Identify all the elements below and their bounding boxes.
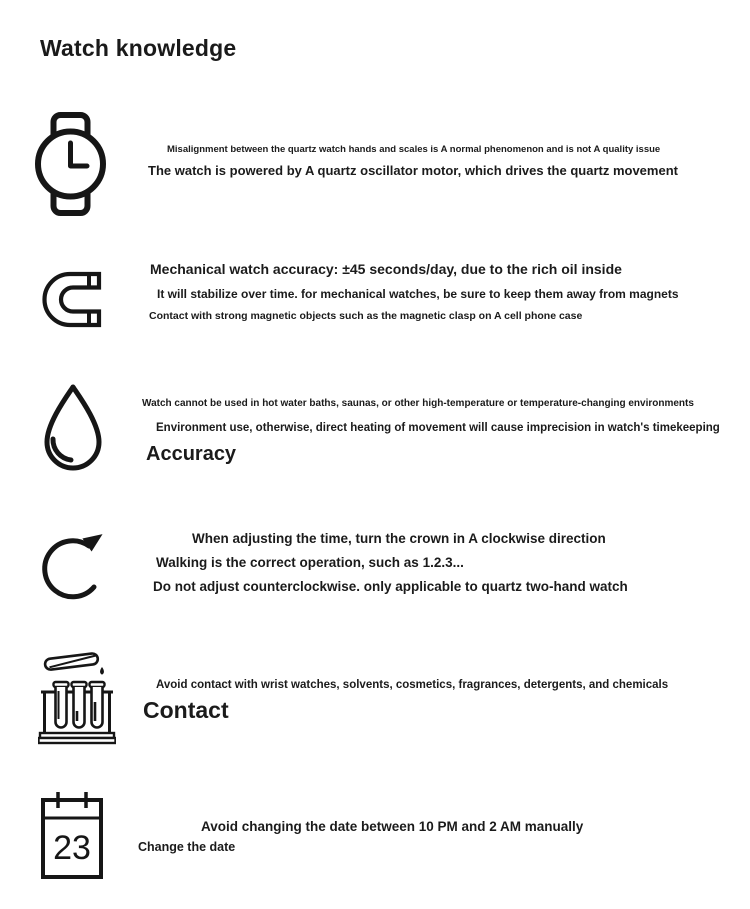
magnet-contact-line: Contact with strong magnetic objects such as the magnetic clasp on A cell phone case [149, 310, 583, 322]
environment-warning-line: Environment use, otherwise, direct heating of movement will cause imprecision in watch's timekeeping [156, 422, 720, 434]
contact-heading: Contact [143, 697, 229, 723]
change-date-line: Change the date [138, 840, 236, 854]
calendar-icon [40, 789, 104, 881]
watch-icon [33, 112, 108, 216]
test-tubes-icon [38, 645, 116, 745]
water-drop-icon [38, 383, 108, 473]
calendar-day-number: 23 [53, 829, 91, 867]
walking-operation-line: Walking is the correct operation, such as 1.2.3... [156, 555, 464, 570]
magnet-warning-line: It will stabilize over time. for mechanical watches, be sure to keep them away from magnets [157, 287, 679, 301]
magnet-icon [37, 264, 104, 335]
accuracy-heading: Accuracy [146, 443, 237, 465]
quartz-note-line: Misalignment between the quartz watch hands and scales is A normal phenomenon and is not A quality issue [167, 144, 661, 155]
accuracy-spec-line: Mechanical watch accuracy: ±45 seconds/day, due to the rich oil inside [150, 261, 622, 277]
date-change-warning-line: Avoid changing the date between 10 PM and 2 AM manually [201, 819, 584, 834]
clockwise-instruction-line: When adjusting the time, turn the crown in A clockwise direction [192, 531, 606, 546]
chemicals-warning-line: Avoid contact with wrist watches, solvents, cosmetics, fragrances, detergents, and chemicals [156, 679, 669, 691]
counterclockwise-warning-line: Do not adjust counterclockwise. only applicable to quartz two-hand watch [153, 579, 628, 594]
page-title: Watch knowledge [40, 35, 237, 61]
hot-water-warning-line: Watch cannot be used in hot water baths, saunas, or other high-temperature or temperature-changing environments [142, 398, 694, 409]
quartz-movement-line: The watch is powered by A quartz oscillator motor, which drives the quartz movement [148, 163, 678, 178]
clockwise-arrow-icon [40, 523, 108, 605]
